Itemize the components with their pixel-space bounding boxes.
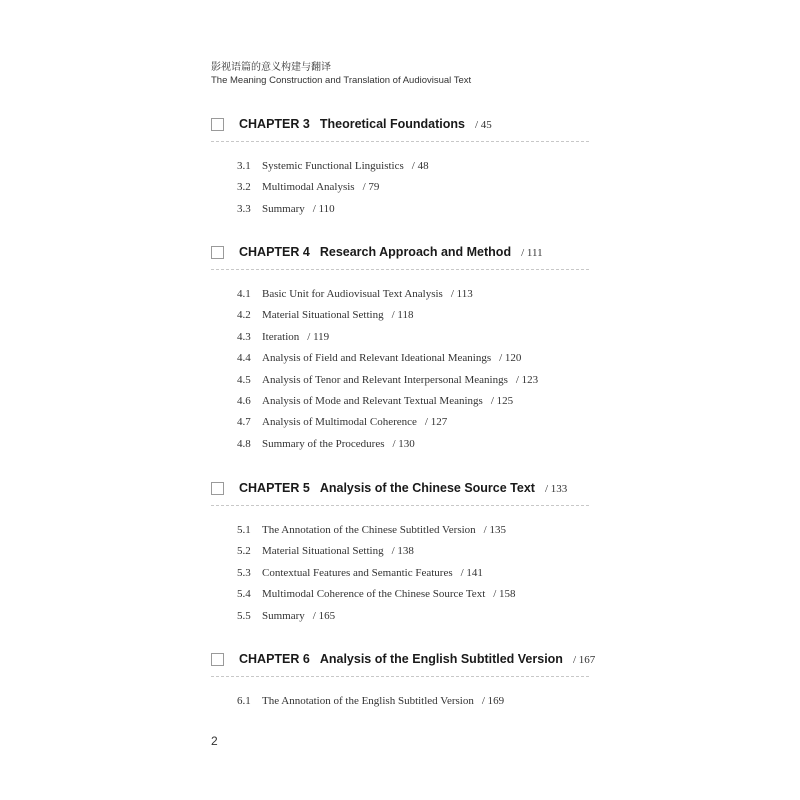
section-item[interactable] bbox=[237, 288, 538, 309]
section-page: / 158 bbox=[493, 588, 516, 601]
section-number: 3.2 bbox=[237, 181, 251, 194]
chapter-4-entry bbox=[211, 245, 589, 450]
square-bullet-icon bbox=[211, 246, 224, 259]
section-page: / 165 bbox=[312, 609, 336, 622]
chapter-title: Analysis of the English Subtitled Version bbox=[319, 652, 563, 666]
section-page: / 123 bbox=[515, 373, 539, 386]
section-page: / 48 bbox=[411, 160, 429, 172]
section-number: 6.1 bbox=[237, 695, 251, 707]
section-title: Analysis of Multimodal Coherence bbox=[262, 416, 417, 429]
section-page: / 119 bbox=[307, 330, 330, 343]
section-number: 4.6 bbox=[237, 394, 251, 407]
section-page: / 79 bbox=[362, 181, 380, 194]
section-item[interactable] bbox=[237, 374, 538, 395]
section-item[interactable] bbox=[237, 309, 538, 330]
section-number: 5.2 bbox=[237, 545, 251, 558]
chapter-6-entry bbox=[211, 652, 596, 707]
section-title: The Annotation of the Chinese Subtitled Version bbox=[262, 524, 476, 536]
chapter-title: Research Approach and Method bbox=[319, 245, 512, 259]
section-number: 5.4 bbox=[237, 588, 251, 601]
chapter-number: CHAPTER 5 bbox=[239, 481, 310, 495]
section-title: Analysis of Tenor and Relevant Interpersonal Meanings bbox=[262, 373, 508, 386]
chapter-number: CHAPTER 6 bbox=[239, 652, 310, 666]
chapter-3-entry bbox=[211, 117, 589, 215]
section-item[interactable] bbox=[237, 331, 538, 352]
chapter-page: / 133 bbox=[544, 483, 568, 495]
section-page: / 130 bbox=[392, 437, 415, 450]
section-page: / 138 bbox=[391, 545, 414, 558]
section-title: Systemic Functional Linguistics bbox=[262, 160, 404, 172]
section-list bbox=[237, 160, 429, 224]
section-page: / 127 bbox=[424, 416, 448, 429]
dashed-divider bbox=[211, 141, 589, 142]
section-item[interactable] bbox=[237, 203, 429, 224]
chapter-page: / 167 bbox=[572, 654, 596, 666]
chapter-heading[interactable] bbox=[211, 245, 589, 265]
section-item[interactable] bbox=[237, 588, 516, 609]
section-item[interactable] bbox=[237, 567, 516, 588]
chapter-heading[interactable] bbox=[211, 117, 589, 137]
section-item[interactable] bbox=[237, 181, 429, 202]
chapter-title: Analysis of the Chinese Source Text bbox=[319, 481, 535, 495]
chapter-title: Theoretical Foundations bbox=[319, 117, 465, 131]
section-number: 4.8 bbox=[237, 437, 251, 450]
section-title: Basic Unit for Audiovisual Text Analysis bbox=[262, 288, 443, 300]
section-number: 4.3 bbox=[237, 330, 251, 343]
square-bullet-icon bbox=[211, 482, 224, 495]
book-title-chinese: 影视语篇的意义构建与翻译 bbox=[211, 62, 331, 73]
section-list bbox=[237, 288, 538, 459]
section-item[interactable] bbox=[237, 524, 516, 545]
section-number: 4.4 bbox=[237, 352, 251, 365]
dashed-divider bbox=[211, 676, 589, 677]
dashed-divider bbox=[211, 269, 589, 270]
section-page: / 141 bbox=[460, 566, 483, 579]
section-title: Analysis of Mode and Relevant Textual Meanings bbox=[262, 394, 483, 407]
chapter-5-entry bbox=[211, 481, 589, 622]
section-number: 4.1 bbox=[237, 288, 251, 300]
section-item[interactable] bbox=[237, 695, 504, 716]
section-title: Summary bbox=[262, 609, 305, 622]
section-number: 4.7 bbox=[237, 416, 251, 429]
section-title: Multimodal Analysis bbox=[262, 181, 355, 194]
section-title: The Annotation of the English Subtitled Version bbox=[262, 695, 474, 707]
section-page: / 118 bbox=[391, 309, 414, 322]
section-title: Analysis of Field and Relevant Ideational Meanings bbox=[262, 352, 492, 365]
section-title: Summary bbox=[262, 202, 305, 215]
dashed-divider bbox=[211, 505, 589, 506]
chapter-heading[interactable] bbox=[211, 652, 596, 672]
chapter-page: / 45 bbox=[475, 119, 492, 131]
section-item[interactable] bbox=[237, 395, 538, 416]
section-title: Summary of the Procedures bbox=[262, 437, 385, 450]
section-item[interactable] bbox=[237, 352, 538, 373]
section-item[interactable] bbox=[237, 438, 538, 459]
section-number: 3.3 bbox=[237, 202, 251, 215]
section-item[interactable] bbox=[237, 610, 516, 631]
section-title: Material Situational Setting bbox=[262, 309, 384, 322]
running-head bbox=[211, 63, 471, 86]
chapter-number: CHAPTER 3 bbox=[239, 117, 310, 131]
book-title-english: The Meaning Construction and Translation of Audiovisual Text bbox=[211, 75, 472, 86]
section-number: 5.5 bbox=[237, 609, 251, 622]
chapter-page: / 111 bbox=[521, 247, 543, 259]
section-item[interactable] bbox=[237, 160, 429, 181]
page-number: 2 bbox=[211, 734, 218, 748]
section-number: 3.1 bbox=[237, 160, 251, 172]
section-title: Multimodal Coherence of the Chinese Source Text bbox=[262, 588, 486, 601]
square-bullet-icon bbox=[211, 653, 224, 666]
section-title: Material Situational Setting bbox=[262, 545, 384, 558]
section-list bbox=[237, 695, 504, 716]
section-page: / 135 bbox=[483, 524, 506, 536]
square-bullet-icon bbox=[211, 118, 224, 131]
section-item[interactable] bbox=[237, 545, 516, 566]
chapter-number: CHAPTER 4 bbox=[239, 245, 310, 259]
section-page: / 120 bbox=[499, 352, 522, 365]
section-list bbox=[237, 524, 516, 631]
section-title: Iteration bbox=[262, 330, 300, 343]
section-page: / 125 bbox=[490, 394, 514, 407]
section-page: / 169 bbox=[481, 695, 505, 707]
section-number: 4.5 bbox=[237, 373, 251, 386]
section-number: 5.3 bbox=[237, 566, 251, 579]
section-number: 4.2 bbox=[237, 309, 251, 322]
chapter-heading[interactable] bbox=[211, 481, 589, 501]
section-page: / 110 bbox=[312, 202, 335, 215]
section-item[interactable] bbox=[237, 416, 538, 437]
section-title: Contextual Features and Semantic Features bbox=[262, 566, 453, 579]
section-page: / 113 bbox=[450, 288, 473, 300]
section-number: 5.1 bbox=[237, 524, 251, 536]
